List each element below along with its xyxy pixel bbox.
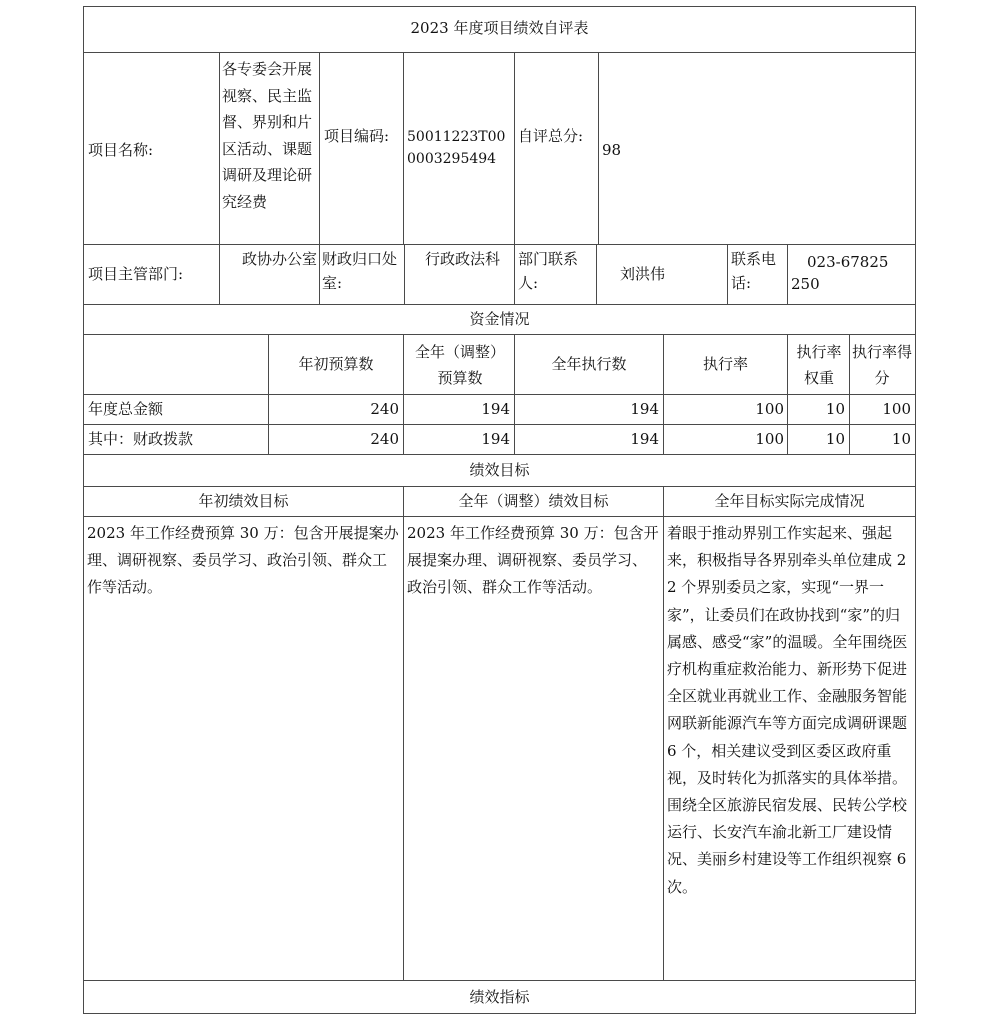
contact-value: 刘洪伟 <box>620 265 666 283</box>
goals-header-adjusted: 全年（调整）绩效目标 <box>458 492 609 510</box>
self-score-label: 自评总分: <box>518 127 584 145</box>
project-code-label: 项目编码: <box>324 127 390 145</box>
funds-row-label: 其中：财政拨款 <box>88 430 194 448</box>
goals-section-title: 绩效目标 <box>469 461 530 479</box>
finance-office-value: 行政政法科 <box>425 250 501 268</box>
dept-value: 政协办公室 <box>242 250 318 268</box>
funds-header-rate: 执行率 <box>702 355 748 373</box>
funds-header-executed: 全年执行数 <box>551 355 627 373</box>
goals-header-actual: 全年目标实际完成情况 <box>714 492 865 510</box>
project-name-value: 各专委会开展视察、民主监督、界别和片区活动、课题调研及理论研究经费 <box>222 60 313 211</box>
phone-label: 联系电话: <box>731 250 777 292</box>
contact-label: 部门联系人: <box>518 250 579 292</box>
finance-office-label: 财政归口处室: <box>322 250 398 292</box>
funds-cell: 100 <box>755 430 784 448</box>
funds-cell: 194 <box>630 430 659 448</box>
funds-cell: 240 <box>370 400 399 418</box>
project-code-value: 50011223T000003295494 <box>407 129 506 167</box>
dept-label: 项目主管部门: <box>88 265 184 283</box>
indicators-section-title: 绩效指标 <box>469 988 530 1006</box>
funds-cell: 194 <box>481 430 510 448</box>
funds-cell: 10 <box>891 430 911 448</box>
project-name-label: 项目名称: <box>88 141 154 159</box>
funds-cell: 10 <box>825 400 845 418</box>
funds-cell: 100 <box>882 400 911 418</box>
goals-adjusted-text: 2023 年工作经费预算 30 万：包含开展提案办理、调研视察、委员学习、政治引领、群众工作等活动。 <box>407 524 659 596</box>
funds-header-weight: 执行率权重 <box>796 343 842 387</box>
funds-row-label: 年度总金额 <box>88 400 164 418</box>
funds-cell: 194 <box>630 400 659 418</box>
funds-header-adjusted: 全年（调整）预算数 <box>414 343 505 387</box>
funds-header-initial: 年初预算数 <box>298 355 374 373</box>
goals-header-initial: 年初绩效目标 <box>198 492 289 510</box>
goals-initial-text: 2023 年工作经费预算 30 万：包含开展提案办理、调研视察、委员学习、政治引领、群众工作等活动。 <box>87 524 399 596</box>
funds-cell: 194 <box>481 400 510 418</box>
funds-section-title: 资金情况 <box>469 310 530 328</box>
goals-actual-text: 着眼于推动界别工作实起来、强起来，积极指导各界别牵头单位建成 22 个界别委员之家，实现“一界一家”，让委员们在政协找到“家”的归属感、感受“家”的温暖。全年围绕医疗机构重症救治能力、新形势下促进全区就业再就业工作、金融服务智能网联新能源汽车等方面完成调研课题 6 个，相关建议受到区委区政府重视，及时转化为抓落实的具体举措。围绕全区旅游民宿发展、民转公学校运行、长安汽车渝北新工厂建设情况、美丽乡村建设等工作组织视察 6 次。 <box>667 524 908 896</box>
phone-value: 023-67825250 <box>791 253 889 293</box>
funds-cell: 240 <box>370 430 399 448</box>
funds-cell: 100 <box>755 400 784 418</box>
funds-header-score: 执行率得分 <box>852 343 912 387</box>
self-score-value: 98 <box>602 141 622 159</box>
page-title: 2023 年度项目绩效自评表 <box>410 19 589 37</box>
funds-cell: 10 <box>825 430 845 448</box>
